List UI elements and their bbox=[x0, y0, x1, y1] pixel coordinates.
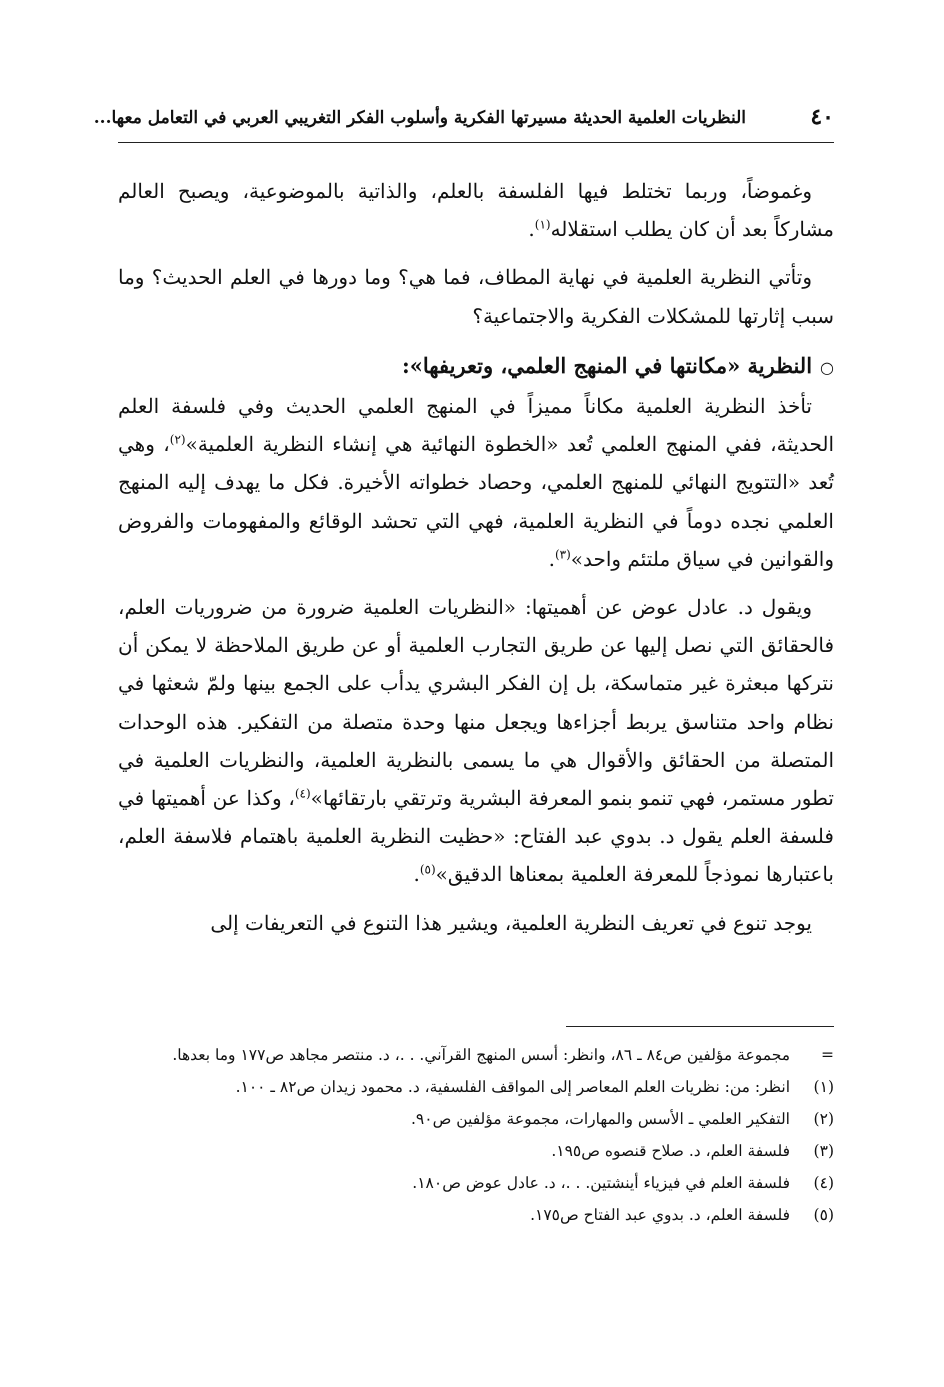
paragraph-3 bbox=[118, 387, 834, 578]
paragraph-1 bbox=[118, 172, 834, 248]
paragraph-4 bbox=[118, 588, 834, 894]
footnote-1 bbox=[118, 1074, 834, 1100]
footnote-mark: (٥) bbox=[813, 1206, 834, 1224]
section-heading bbox=[118, 347, 834, 387]
footnote-mark: (٤) bbox=[813, 1174, 834, 1192]
footnote-text: انظر: من: نظريات العلم المعاصر إلى المواقف الفلسفية، د. محمود زيدان ص٨٢ ـ ١٠٠. bbox=[235, 1078, 790, 1096]
header-rule bbox=[118, 142, 834, 143]
footnote-ref-3: (٣) bbox=[554, 547, 571, 562]
footnote-continuation bbox=[118, 1042, 834, 1068]
paragraph-5 bbox=[118, 904, 834, 942]
paragraph-4-text-b: ، وكذا عن أهميتها في فلسفة العلم يقول د. بدوي عبد الفتاح: «حظيت النظرية العلمية باهتمام فلاسفة العلم، باعتبارها نموذجاً للمعرفة العلمية بمعناها الدقيق» bbox=[118, 786, 834, 887]
paragraph-1-end: . bbox=[528, 217, 535, 242]
main-text bbox=[118, 172, 834, 942]
footnote-separator bbox=[566, 1026, 834, 1027]
footnote-2 bbox=[118, 1106, 834, 1132]
paragraph-2-text: وتأتي النظرية العلمية في نهاية المطاف، فما هي؟ وما دورها في العلم الحديث؟ وما سبب إثارتها للمشكلات الفكرية والاجتماعية؟ bbox=[118, 265, 834, 328]
circle-bullet-icon: ○ bbox=[820, 357, 834, 377]
footnote-3 bbox=[118, 1138, 834, 1164]
paragraph-5-text: يوجد تنوع في تعريف النظرية العلمية، ويشير هذا التنوع في التعريفات إلى bbox=[210, 910, 812, 935]
footnote-mark: (٢) bbox=[813, 1110, 834, 1128]
footnote-5 bbox=[118, 1202, 834, 1228]
running-title: النظريات العلمية الحديثة مسيرتها الفكرية وأسلوب الفكر التغريبي العربي في التعامل معها... bbox=[93, 108, 746, 128]
footnote-ref-5: (٥) bbox=[419, 862, 436, 877]
footnote-ref-4: (٤) bbox=[294, 786, 311, 801]
footnote-text: فلسفة العلم، د. بدوي عبد الفتاح ص١٧٥. bbox=[530, 1206, 790, 1224]
footnote-mark: (١) bbox=[813, 1078, 834, 1096]
footnote-ref-1: (١) bbox=[534, 217, 551, 232]
paragraph-3-text-b: ، وهي تُعد «التتويج النهائي للمنهج العلمي، وحصاد خطواته الأخيرة. فكل ما يهدف إليه المنهج العلمي نجده دوماً في النظرية العلمية، فهي التي تحشد الوقائع والمفهومات والفروض والقوانين في سياق ملتئم واحد» bbox=[118, 432, 834, 571]
footnotes bbox=[118, 1042, 834, 1234]
footnote-4 bbox=[118, 1170, 834, 1196]
paragraph-3-end: . bbox=[548, 546, 555, 571]
footnote-ref-2: (٢) bbox=[169, 432, 186, 447]
paragraph-4-text-a: ويقول د. عادل عوض عن أهميتها: «النظريات العلمية ضرورة من ضروريات العلم، فالحقائق التي نصل إليها عن طريق التجارب العلمية أو عن طريق الملاحظة لا يمكن أن نتركها مبعثرة غير متماسكة، بل إن الفكر البشري يدأب على الجمع بينها ولمّ شعثها في نظام واحد متناسق يربط أجزاءها ويجعل منها وحدة متصلة من التفكير. هذه الوحدات المتصلة من الحقائق والأقوال هي ما يسمى بالنظرية العلمية، والنظريات العلمية في تطور مستمر، فهي تنمو بنمو المعرفة البشرية وترتقي بارتقائها» bbox=[118, 595, 834, 811]
page-header bbox=[93, 104, 834, 140]
footnote-mark: = bbox=[821, 1046, 834, 1064]
paragraph-1-text: وغموضاً، وربما تختلط فيها الفلسفة بالعلم، والذاتية بالموضوعية، ويصبح العالم مشاركاً بعد أن كان يطلب استقلاله bbox=[118, 179, 834, 242]
footnote-mark: (٣) bbox=[813, 1142, 834, 1160]
paragraph-4-end: . bbox=[413, 862, 420, 887]
footnote-text: التفكير العلمي ـ الأسس والمهارات، مجموعة مؤلفين ص٩٠. bbox=[410, 1110, 790, 1128]
paragraph-3-text-a: تأخذ النظرية العلمية مكاناً مميزاً في المنهج العلمي الحديث وفي فلسفة العلم الحديثة، ففي المنهج العلمي تُعد «الخطوة النهائية هي إنشاء النظرية العلمية» bbox=[118, 394, 834, 457]
paragraph-2 bbox=[118, 258, 834, 334]
footnote-text: مجموعة مؤلفين ص٨٤ ـ ٨٦، وانظر: أسس المنهج القرآني. . .، د. منتصر مجاهد ص١٧٧ وما بعدها. bbox=[172, 1046, 790, 1064]
page-number: ٤٠ bbox=[810, 104, 834, 130]
footnote-text: فلسفة العلم، د. صلاح قنصوه ص١٩٥. bbox=[551, 1142, 790, 1160]
section-heading-text: النظرية «مكانتها في المنهج العلمي، وتعريفها»: bbox=[402, 352, 813, 378]
footnote-text: فلسفة العلم في فيزياء أينشتين. . .، د. عادل عوض ص١٨٠. bbox=[412, 1174, 790, 1192]
